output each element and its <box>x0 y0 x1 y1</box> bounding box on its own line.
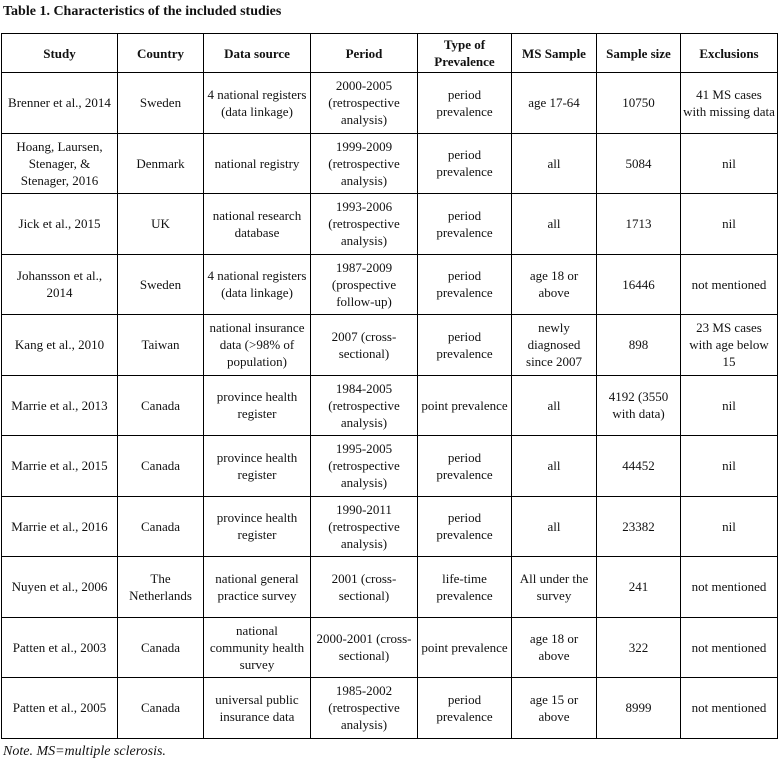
cell-period: 1993-2006 (retrospective analysis) <box>311 194 418 255</box>
cell-country: The Netherlands <box>118 557 204 618</box>
cell-exclusions: not mentioned <box>681 254 778 315</box>
table-row <box>2 678 778 739</box>
cell-data-source: national registry <box>204 133 311 194</box>
cell-period: 1984-2005 (retrospective analysis) <box>311 375 418 436</box>
cell-ms-sample: age 18 or above <box>512 254 597 315</box>
cell-exclusions: nil <box>681 375 778 436</box>
table-row <box>2 254 778 315</box>
cell-period: 1995-2005 (retrospective analysis) <box>311 436 418 497</box>
cell-study: Jick et al., 2015 <box>2 194 118 255</box>
cell-ms-sample: all <box>512 133 597 194</box>
cell-ms-sample: all <box>512 496 597 557</box>
cell-sample-size: 241 <box>597 557 681 618</box>
cell-exclusions: not mentioned <box>681 617 778 678</box>
header-period: Period <box>311 34 418 73</box>
cell-sample-size: 44452 <box>597 436 681 497</box>
header-row <box>2 34 778 73</box>
cell-data-source: province health register <box>204 496 311 557</box>
cell-country: Canada <box>118 678 204 739</box>
cell-study: Brenner et al., 2014 <box>2 73 118 134</box>
cell-country: Canada <box>118 496 204 557</box>
cell-exclusions: nil <box>681 194 778 255</box>
cell-sample-size: 23382 <box>597 496 681 557</box>
cell-period: 2007 (cross-sectional) <box>311 315 418 376</box>
cell-period: 1987-2009 (prospective follow-up) <box>311 254 418 315</box>
cell-exclusions: 23 MS cases with age below 15 <box>681 315 778 376</box>
table-row <box>2 375 778 436</box>
cell-data-source: national insurance data (>98% of population) <box>204 315 311 376</box>
cell-type: life-time prevalence <box>418 557 512 618</box>
cell-country: Taiwan <box>118 315 204 376</box>
cell-exclusions: nil <box>681 496 778 557</box>
cell-type: point prevalence <box>418 617 512 678</box>
cell-study: Kang et al., 2010 <box>2 315 118 376</box>
cell-data-source: province health register <box>204 375 311 436</box>
cell-period: 2000-2001 (cross-sectional) <box>311 617 418 678</box>
studies-table <box>1 33 778 739</box>
cell-country: Sweden <box>118 254 204 315</box>
header-ms-sample: MS Sample <box>512 34 597 73</box>
cell-type: period prevalence <box>418 436 512 497</box>
table-note: Note. MS=multiple sclerosis. <box>3 744 166 759</box>
cell-study: Patten et al., 2005 <box>2 678 118 739</box>
cell-period: 1999-2009 (retrospective analysis) <box>311 133 418 194</box>
cell-country: UK <box>118 194 204 255</box>
cell-data-source: national community health survey <box>204 617 311 678</box>
cell-study: Johansson et al., 2014 <box>2 254 118 315</box>
cell-study: Marrie et al., 2016 <box>2 496 118 557</box>
cell-study: Marrie et al., 2013 <box>2 375 118 436</box>
cell-data-source: national research database <box>204 194 311 255</box>
header-sample-size: Sample size <box>597 34 681 73</box>
cell-data-source: 4 national registers (data linkage) <box>204 73 311 134</box>
cell-ms-sample: age 18 or above <box>512 617 597 678</box>
header-study: Study <box>2 34 118 73</box>
cell-type: period prevalence <box>418 678 512 739</box>
table-row <box>2 617 778 678</box>
header-data-source: Data source <box>204 34 311 73</box>
cell-exclusions: 41 MS cases with missing data <box>681 73 778 134</box>
cell-type: period prevalence <box>418 73 512 134</box>
table-row <box>2 73 778 134</box>
cell-country: Canada <box>118 617 204 678</box>
header-country: Country <box>118 34 204 73</box>
cell-study: Hoang, Laursen, Stenager, & Stenager, 2016 <box>2 133 118 194</box>
cell-ms-sample: age 17-64 <box>512 73 597 134</box>
cell-country: Canada <box>118 436 204 497</box>
cell-data-source: national general practice survey <box>204 557 311 618</box>
cell-study: Nuyen et al., 2006 <box>2 557 118 618</box>
cell-type: period prevalence <box>418 133 512 194</box>
cell-ms-sample: all <box>512 194 597 255</box>
header-type-of-prevalence: Type of Prevalence <box>418 34 512 73</box>
cell-study: Patten et al., 2003 <box>2 617 118 678</box>
table-row <box>2 194 778 255</box>
cell-study: Marrie et al., 2015 <box>2 436 118 497</box>
cell-sample-size: 10750 <box>597 73 681 134</box>
header-exclusions: Exclusions <box>681 34 778 73</box>
cell-ms-sample: all <box>512 375 597 436</box>
cell-exclusions: not mentioned <box>681 678 778 739</box>
cell-type: period prevalence <box>418 496 512 557</box>
table-row <box>2 133 778 194</box>
cell-data-source: universal public insurance data <box>204 678 311 739</box>
table-row <box>2 496 778 557</box>
cell-type: period prevalence <box>418 194 512 255</box>
cell-sample-size: 16446 <box>597 254 681 315</box>
cell-ms-sample: newly diagnosed since 2007 <box>512 315 597 376</box>
cell-period: 1985-2002 (retrospective analysis) <box>311 678 418 739</box>
cell-period: 2000-2005 (retrospective analysis) <box>311 73 418 134</box>
cell-sample-size: 4192 (3550 with data) <box>597 375 681 436</box>
table-caption: Table 1. Characteristics of the included studies <box>3 4 282 19</box>
cell-country: Denmark <box>118 133 204 194</box>
cell-exclusions: nil <box>681 133 778 194</box>
cell-sample-size: 898 <box>597 315 681 376</box>
cell-exclusions: nil <box>681 436 778 497</box>
cell-sample-size: 8999 <box>597 678 681 739</box>
cell-type: period prevalence <box>418 315 512 376</box>
cell-data-source: province health register <box>204 436 311 497</box>
cell-ms-sample: All under the survey <box>512 557 597 618</box>
cell-country: Canada <box>118 375 204 436</box>
cell-period: 1990-2011 (retrospective analysis) <box>311 496 418 557</box>
cell-type: point prevalence <box>418 375 512 436</box>
cell-sample-size: 5084 <box>597 133 681 194</box>
cell-ms-sample: age 15 or above <box>512 678 597 739</box>
cell-period: 2001 (cross-sectional) <box>311 557 418 618</box>
cell-exclusions: not mentioned <box>681 557 778 618</box>
cell-sample-size: 1713 <box>597 194 681 255</box>
cell-type: period prevalence <box>418 254 512 315</box>
cell-sample-size: 322 <box>597 617 681 678</box>
cell-country: Sweden <box>118 73 204 134</box>
table-row <box>2 315 778 376</box>
cell-ms-sample: all <box>512 436 597 497</box>
table-row <box>2 436 778 497</box>
table-row <box>2 557 778 618</box>
cell-data-source: 4 national registers (data linkage) <box>204 254 311 315</box>
